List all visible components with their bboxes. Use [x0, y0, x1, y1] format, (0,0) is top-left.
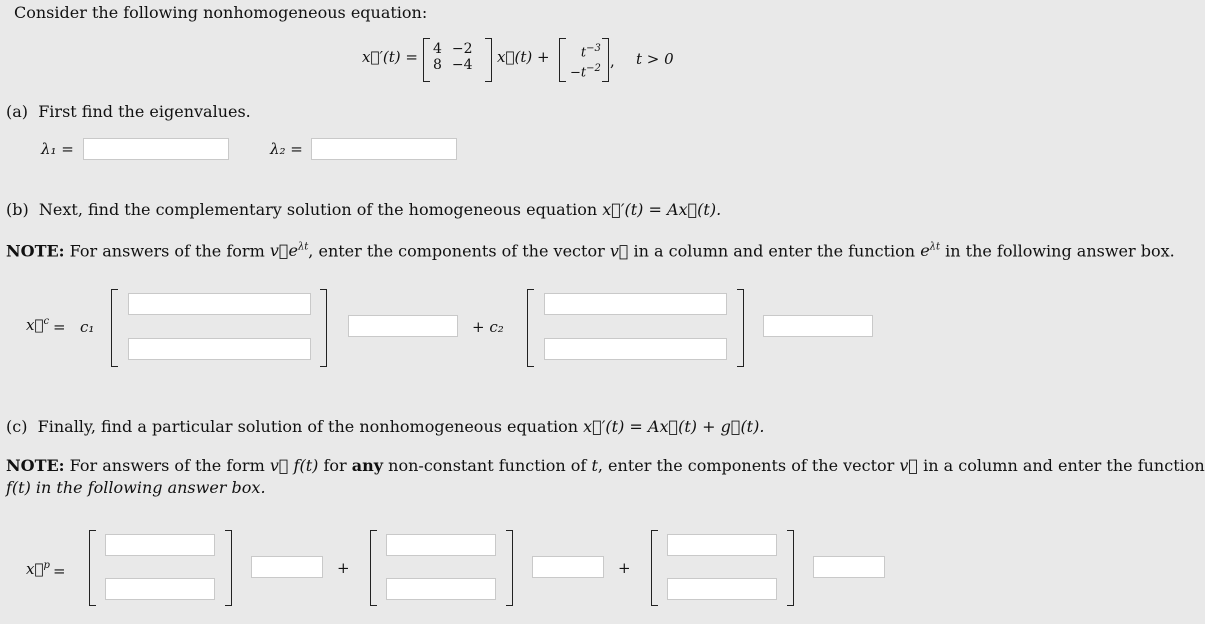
part-b-note: NOTE: For answers of the form $v⃗e^{\lambda t}$, enter the components of the vector v⃗ in a column and enter the function $e^{\lambda t}$ in the following answer box. [6, 241, 1175, 261]
equation-lhs: x⃗′(t) = [362, 48, 418, 66]
complementary-f1-input[interactable] [348, 315, 458, 337]
matrix-entry: −2 [451, 41, 473, 57]
complementary-v2-bottom-input[interactable] [544, 338, 727, 360]
particular-f2-input[interactable] [532, 556, 604, 578]
particular-v2-bottom-input[interactable] [386, 578, 496, 600]
particular-vector1-left-bracket [89, 530, 96, 606]
part-c-note-line2: f(t) in the following answer box. [6, 478, 266, 497]
particular-v1-bottom-input[interactable] [105, 578, 215, 600]
part-b-label: (b) Next, find the complementary solution of the homogeneous equation x⃗′(t) = Ax⃗(t). [6, 200, 722, 219]
vector1-right-bracket [320, 289, 327, 367]
lambda1-input[interactable] [83, 138, 229, 160]
lambda2-input[interactable] [311, 138, 457, 160]
particular-vector3-left-bracket [651, 530, 658, 606]
matrix-right-bracket [485, 38, 492, 82]
vector2-left-bracket [527, 289, 534, 367]
vector2-right-bracket [737, 289, 744, 367]
c1-label: c₁ [80, 318, 95, 336]
xp-label: x⃗$^p$ [26, 560, 50, 578]
plus-sign: + [337, 559, 350, 577]
particular-vector1-right-bracket [225, 530, 232, 606]
xp-equals: = [53, 562, 66, 580]
particular-v3-top-input[interactable] [667, 534, 777, 556]
particular-vector2-left-bracket [370, 530, 377, 606]
particular-v3-bottom-input[interactable] [667, 578, 777, 600]
complementary-f2-input[interactable] [763, 315, 873, 337]
particular-v1-top-input[interactable] [105, 534, 215, 556]
matrix-left-bracket [423, 38, 430, 82]
particular-f1-input[interactable] [251, 556, 323, 578]
lambda2-label: λ₂ = [270, 140, 303, 158]
matrix-entry: 8 [433, 57, 442, 73]
coefficient-matrix [433, 41, 473, 73]
part-b-equation: x⃗′(t) = Ax⃗(t). [602, 200, 722, 219]
complementary-v2-top-input[interactable] [544, 293, 727, 315]
matrix-entry: −4 [451, 57, 473, 73]
complementary-v1-top-input[interactable] [128, 293, 311, 315]
vector1-left-bracket [111, 289, 118, 367]
particular-v2-top-input[interactable] [386, 534, 496, 556]
part-c-label: (c) Finally, find a particular solution of the nonhomogeneous equation x⃗′(t) = Ax⃗(t) + g⃗(t). [6, 417, 765, 436]
c2-label: + c₂ [472, 318, 504, 336]
complementary-v1-bottom-input[interactable] [128, 338, 311, 360]
forcing-left-bracket [559, 38, 566, 82]
matrix-entry: 4 [433, 41, 442, 57]
forcing-right-bracket [602, 38, 609, 82]
xc-equals: = [53, 318, 66, 336]
xc-label: x⃗$^c$ [26, 316, 50, 334]
equation-condition: t > 0 [636, 50, 674, 68]
lambda1-label: λ₁ = [41, 140, 74, 158]
part-c-note-line1: NOTE: For answers of the form v⃗ f(t) for any non-constant function of t, enter the components of the vector v⃗ in a column and enter the function [6, 456, 1205, 475]
part-c-equation: x⃗′(t) = Ax⃗(t) + g⃗(t). [583, 417, 765, 436]
plus-sign: + [618, 559, 631, 577]
particular-vector2-right-bracket [506, 530, 513, 606]
part-a-label: (a) First find the eigenvalues. [6, 102, 251, 121]
intro-text: Consider the following nonhomogeneous equation: [14, 3, 428, 22]
equation-middle: x⃗(t) + [497, 48, 550, 66]
forcing-vector: $t^{-3}$ $-t^{-2}$ [570, 43, 601, 81]
particular-f3-input[interactable] [813, 556, 885, 578]
particular-vector3-right-bracket [787, 530, 794, 606]
